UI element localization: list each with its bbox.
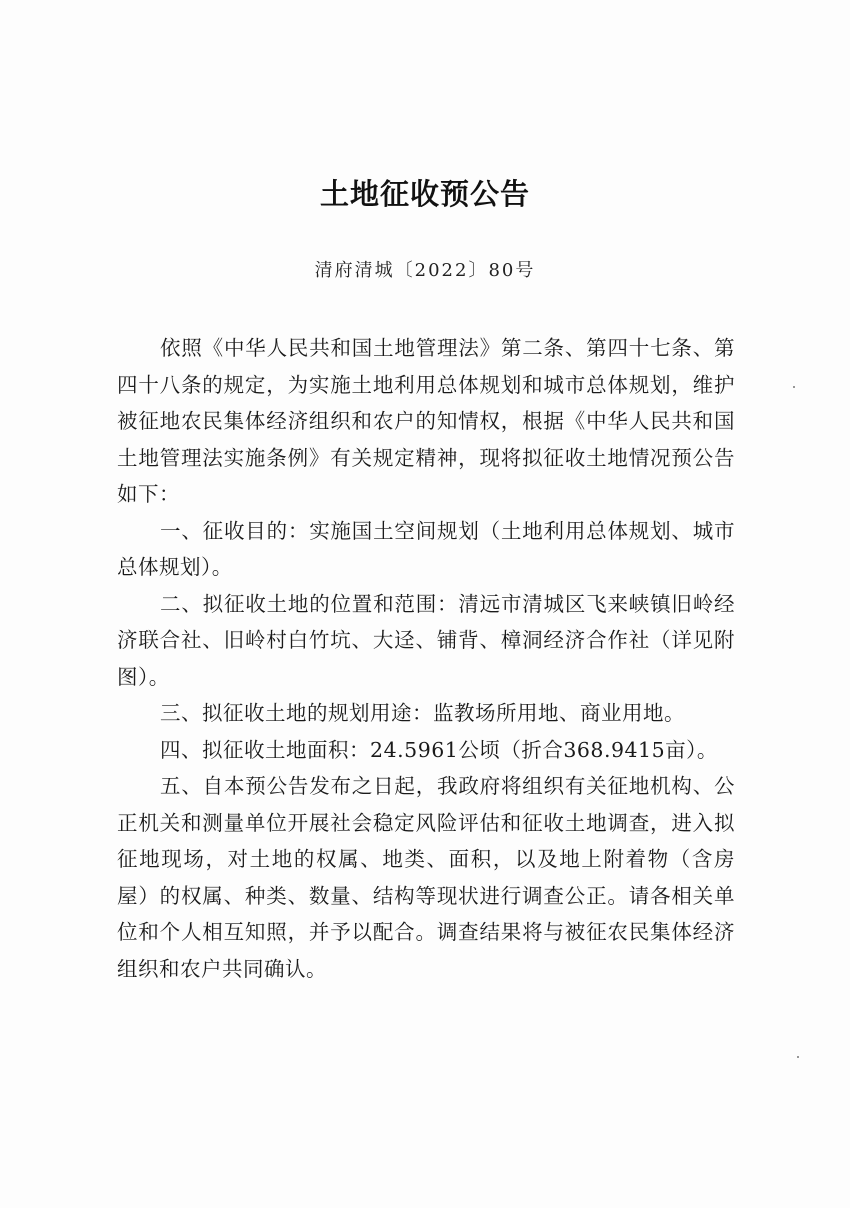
paragraph-location: 二、拟征收土地的位置和范围：清远市清城区飞来峡镇旧岭经济联合社、旧岭村白竹坑、大迳、铺背、樟洞经济合作社（详见附图）。 — [117, 591, 735, 689]
paragraph-purpose: 一、征收目的：实施国土空间规划（土地利用总体规划、城市总体规划）。 — [117, 518, 735, 579]
paragraph-usage: 三、拟征收土地的规划用途：监教场所用地、商业用地。 — [160, 701, 686, 725]
paragraph-area: 四、拟征收土地面积：24.5961公顷（折合368.9415亩）。 — [160, 737, 718, 762]
document-body — [117, 330, 735, 987]
document-number: 清府清城〔2022〕80号 — [314, 260, 536, 281]
document-title: 土地征收预公告 — [319, 177, 530, 211]
paragraph-survey: 五、自本预公告发布之日起，我政府将组织有关征地机构、公正机关和测量单位开展社会稳定风险评估和征收土地调查，进入拟征地现场，对土地的权属、地类、面积，以及地上附着物（含房屋）的权属、种类、数量、结构等现状进行调查公正。请各相关单位和个人相互知照，并予以配合。调查结果将与被征农民集体经济组织和农户共同确认。 — [117, 774, 735, 981]
paragraph-intro: 依照《中华人民共和国土地管理法》第二条、第四十七条、第四十八条的规定，为实施土地利用总体规划和城市总体规划，维护被征地农民集体经济组织和农户的知情权，根据《中华人民共和国土地管理法实施条例》有关规定精神，现将拟征收土地情况预公告如下： — [117, 336, 735, 506]
scan-speck — [793, 386, 795, 388]
scan-speck — [797, 1056, 799, 1058]
